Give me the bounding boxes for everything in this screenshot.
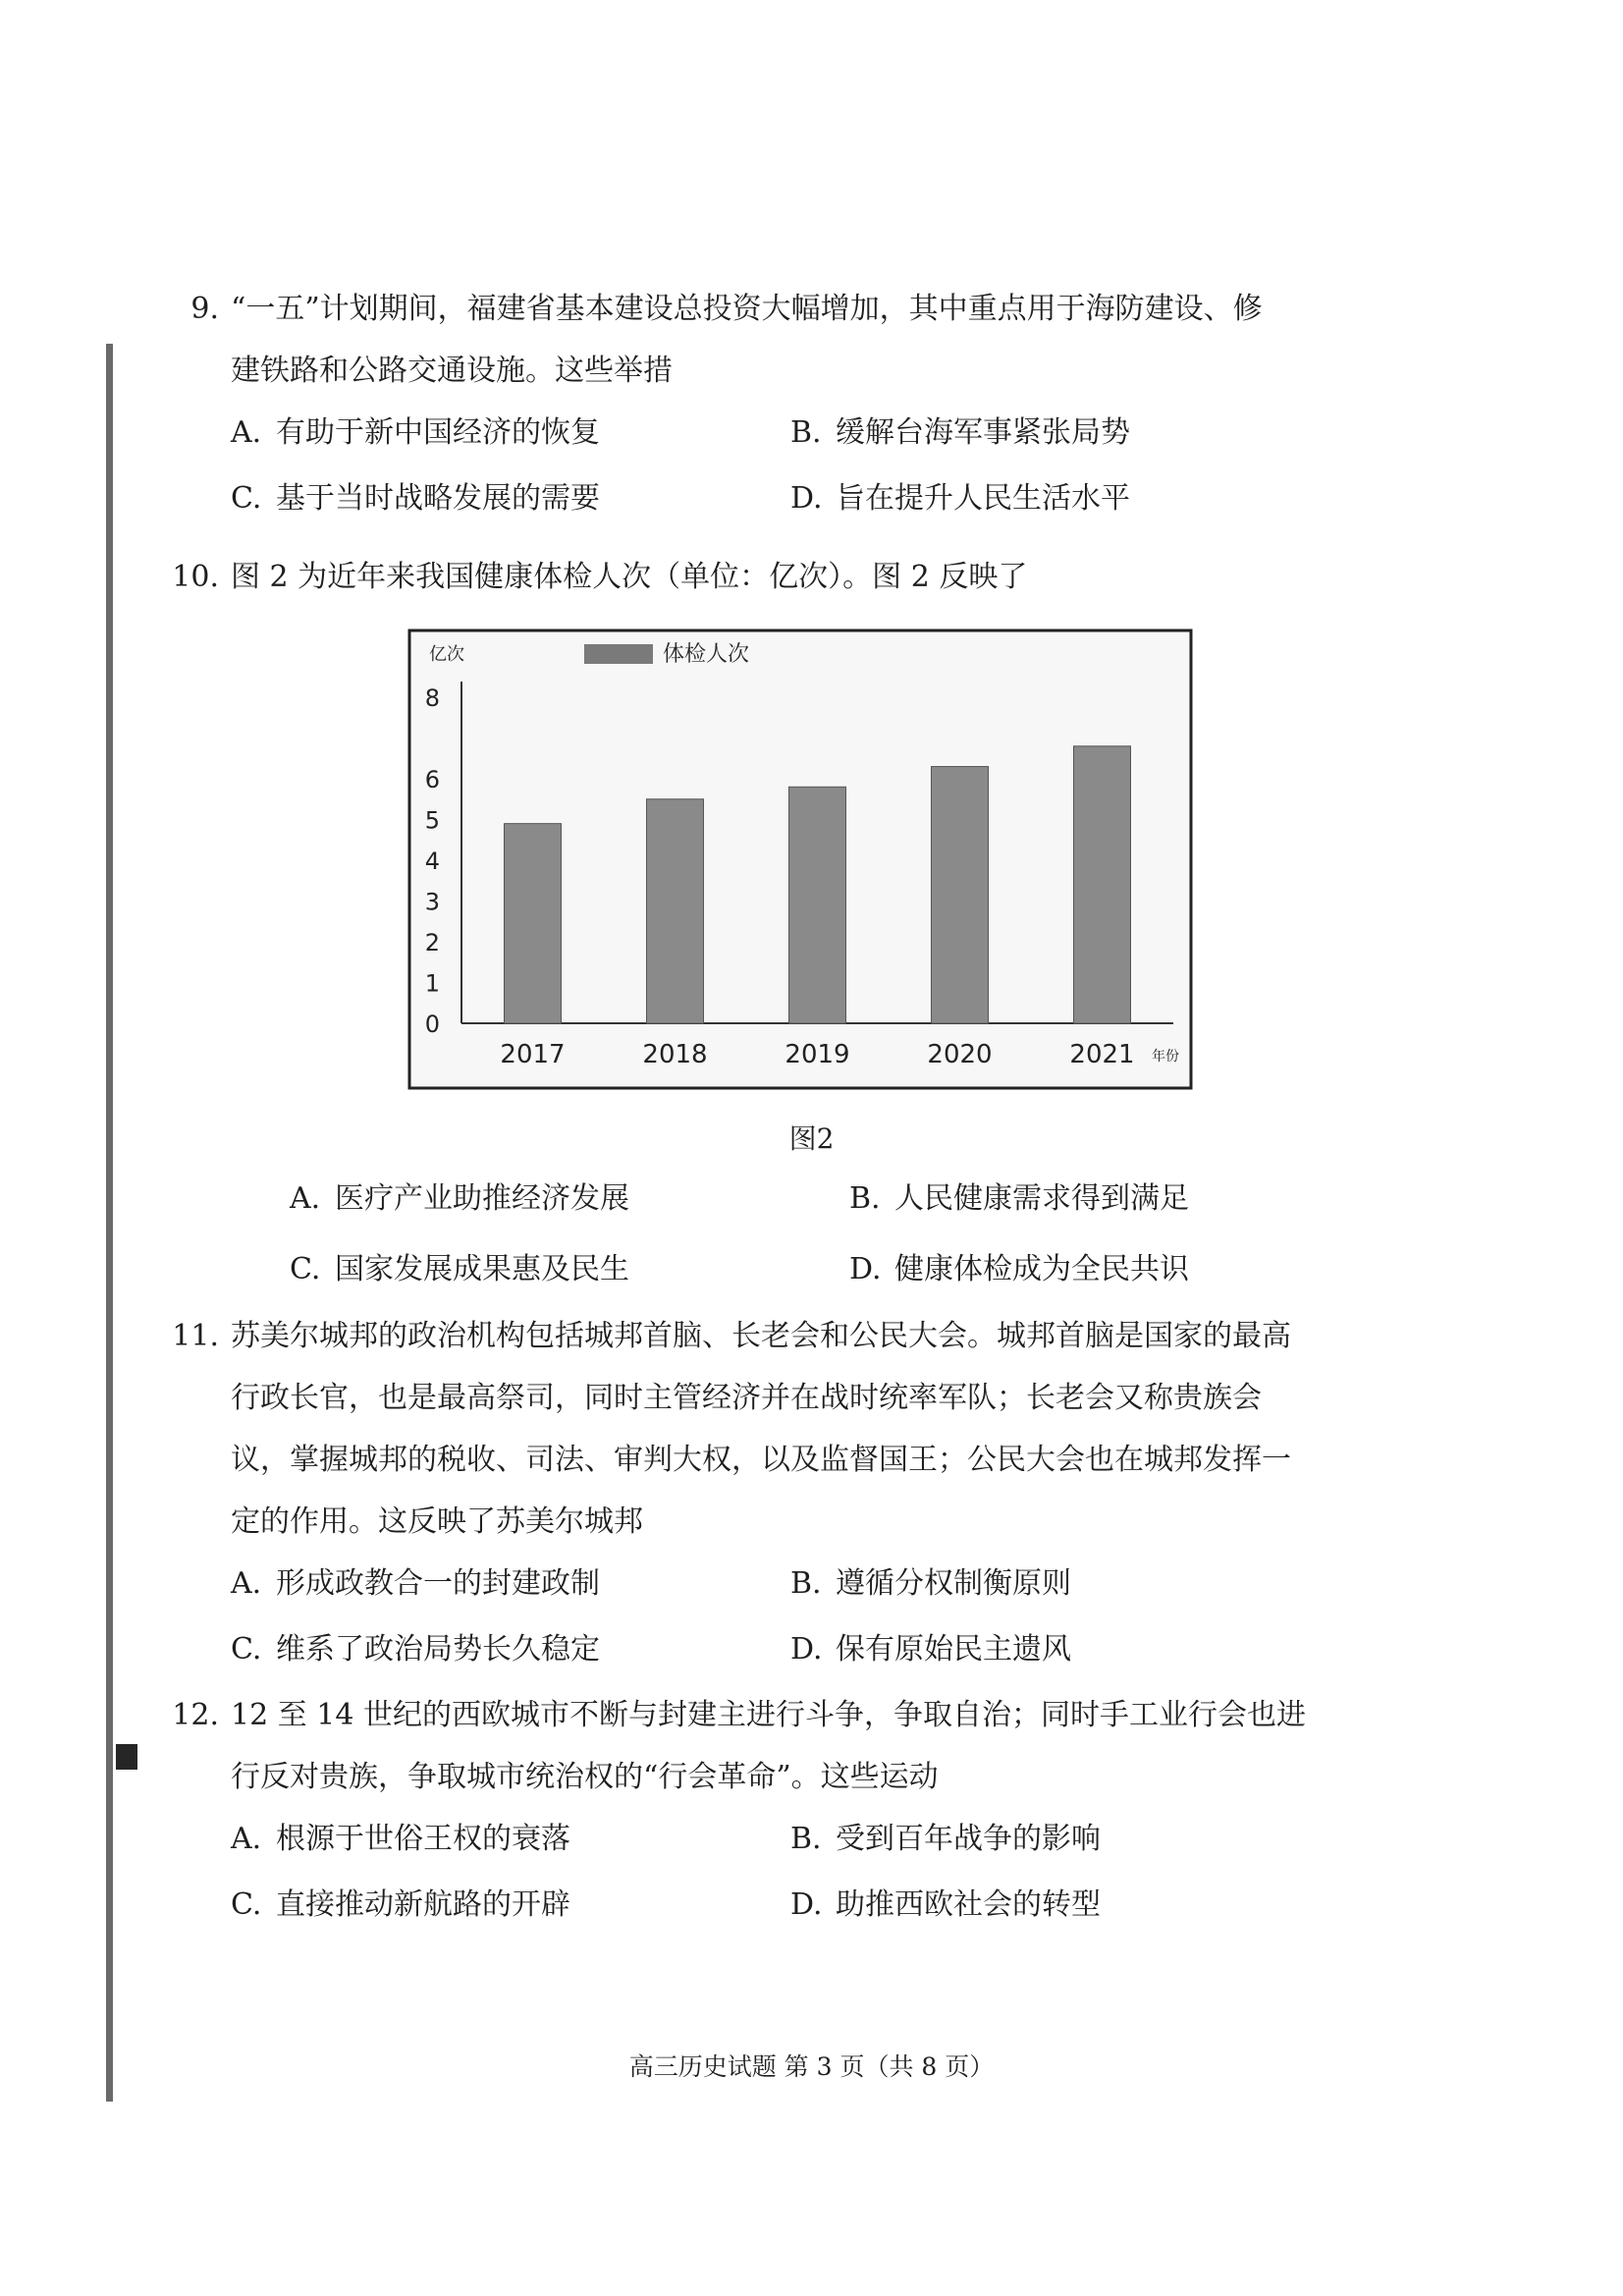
option-text: 保有原始民主遗风: [836, 1632, 1071, 1667]
stem-line: 行政长官，也是最高祭司，同时主管经济并在战时统率军队；长老会又称贵族会: [231, 1381, 1262, 1415]
option-text: 维系了政治局势长久稳定: [276, 1632, 600, 1667]
option-label: A.: [231, 415, 262, 450]
option-label: A.: [290, 1181, 321, 1216]
bar-2021: [1074, 746, 1131, 1023]
option-text: 形成政教合一的封建政制: [276, 1566, 600, 1601]
scan-registration-mark: [116, 1744, 137, 1770]
stem-line: 苏美尔城邦的政治机构包括城邦首脑、长老会和公民大会。城邦首脑是国家的最高: [231, 1319, 1291, 1353]
question-9: [190, 287, 1370, 520]
option-label: A.: [231, 1822, 262, 1856]
bar-2018: [647, 799, 704, 1023]
question-number: 12.: [172, 1698, 219, 1732]
option-a[interactable]: [231, 1561, 790, 1606]
options: [290, 1174, 1429, 1287]
option-text: 遵循分权制衡原则: [836, 1566, 1071, 1601]
option-label: B.: [790, 1822, 822, 1856]
stem-line: 图 2 为近年来我国健康体检人次（单位：亿次）。图 2 反映了: [231, 560, 1028, 594]
question-number: 10.: [172, 560, 219, 594]
stem-line: 建铁路和公路交通设施。这些举措: [231, 354, 673, 388]
question-10-options: [290, 1174, 1429, 1287]
stem-line: 议，掌握城邦的税收、司法、审判大权，以及监督国王；公民大会也在城邦发挥一: [231, 1443, 1291, 1477]
option-d[interactable]: [849, 1244, 1409, 1287]
y-tick-label: 8: [424, 684, 440, 712]
option-c[interactable]: [231, 1627, 790, 1671]
figure-caption: 图2: [788, 1122, 835, 1155]
bar-chart: [407, 629, 1193, 1090]
option-label: D.: [790, 481, 823, 516]
option-text: 国家发展成果惠及民生: [335, 1252, 629, 1286]
x-tick-label: 2020: [927, 1040, 993, 1069]
page-footer: 高三历史试题 第 3 页（共 8 页）: [628, 2052, 995, 2081]
question-10: [172, 555, 1370, 617]
option-d[interactable]: [790, 1627, 1350, 1671]
question-stem: [172, 1314, 1370, 1544]
option-text: 助推西欧社会的转型: [836, 1887, 1101, 1922]
option-c[interactable]: [231, 1883, 790, 1927]
bar-2019: [789, 787, 846, 1023]
option-text: 有助于新中国经济的恢复: [276, 415, 600, 450]
stem-line: “一五”计划期间，福建省基本建设总投资大幅增加，其中重点用于海防建设、修: [231, 292, 1263, 326]
option-d[interactable]: [790, 1883, 1350, 1927]
question-stem: [190, 287, 1370, 393]
option-c[interactable]: [231, 476, 790, 520]
options: [231, 1817, 1370, 1927]
option-label: B.: [849, 1181, 881, 1216]
y-tick-label: 0: [424, 1011, 440, 1038]
option-text: 根源于世俗王权的衰落: [276, 1822, 570, 1856]
option-b[interactable]: [790, 1561, 1350, 1606]
option-text: 直接推动新航路的开辟: [276, 1887, 570, 1922]
legend-swatch: [584, 644, 653, 664]
stem-line: 12 至 14 世纪的西欧城市不断与封建主进行斗争，争取自治；同时手工业行会也进: [231, 1698, 1306, 1732]
option-text: 受到百年战争的影响: [836, 1822, 1101, 1856]
option-label: D.: [849, 1252, 882, 1286]
bar-2017: [505, 824, 562, 1023]
option-label: C.: [231, 1887, 262, 1922]
option-text: 缓解台海军事紧张局势: [836, 415, 1130, 450]
options: [231, 410, 1370, 520]
y-tick-label: 6: [424, 766, 440, 793]
option-label: C.: [231, 481, 262, 516]
y-tick-label: 1: [424, 969, 440, 998]
y-tick-label: 4: [424, 847, 440, 875]
x-tick-label: 2019: [784, 1040, 850, 1069]
stem-line: 行反对贵族，争取城市统治权的“行会革命”。这些运动: [231, 1760, 939, 1794]
option-label: C.: [231, 1632, 262, 1667]
x-axis-label: 年份: [1152, 1049, 1179, 1065]
option-d[interactable]: [790, 476, 1350, 520]
option-b[interactable]: [790, 410, 1350, 455]
option-label: D.: [790, 1632, 823, 1667]
option-text: 旨在提升人民生活水平: [836, 481, 1130, 516]
scan-edge-shadow: [106, 344, 113, 2102]
options: [231, 1561, 1370, 1671]
y-tick-label: 3: [424, 888, 440, 916]
option-text: 人民健康需求得到满足: [894, 1181, 1189, 1216]
figure-2-chart: [407, 629, 1193, 1090]
option-label: B.: [790, 1566, 822, 1601]
x-tick-label: 2021: [1069, 1040, 1135, 1069]
option-label: D.: [790, 1887, 823, 1922]
y-axis-label: 亿次: [429, 644, 464, 665]
question-stem: [172, 1693, 1370, 1799]
option-a[interactable]: [231, 1817, 790, 1861]
legend-label: 体检人次: [663, 642, 750, 667]
option-text: 基于当时战略发展的需要: [276, 481, 600, 516]
option-b[interactable]: [849, 1174, 1409, 1217]
y-tick-label: 5: [424, 806, 440, 835]
option-c[interactable]: [290, 1244, 849, 1287]
option-text: 医疗产业助推经济发展: [335, 1181, 629, 1216]
option-a[interactable]: [231, 410, 790, 455]
question-12: [172, 1693, 1370, 1927]
y-tick-label: 2: [424, 929, 440, 957]
option-label: B.: [790, 415, 822, 450]
option-b[interactable]: [790, 1817, 1350, 1861]
option-label: A.: [231, 1566, 262, 1601]
question-number: 11.: [172, 1319, 219, 1353]
x-tick-label: 2017: [500, 1040, 566, 1069]
bar-2020: [932, 767, 989, 1023]
x-tick-label: 2018: [642, 1040, 708, 1069]
option-label: C.: [290, 1252, 321, 1286]
question-number: 9.: [190, 292, 219, 326]
question-stem: [172, 555, 1370, 599]
option-a[interactable]: [290, 1174, 849, 1217]
option-text: 健康体检成为全民共识: [894, 1252, 1189, 1286]
question-11: [172, 1314, 1370, 1671]
stem-line: 定的作用。这反映了苏美尔城邦: [231, 1504, 643, 1539]
